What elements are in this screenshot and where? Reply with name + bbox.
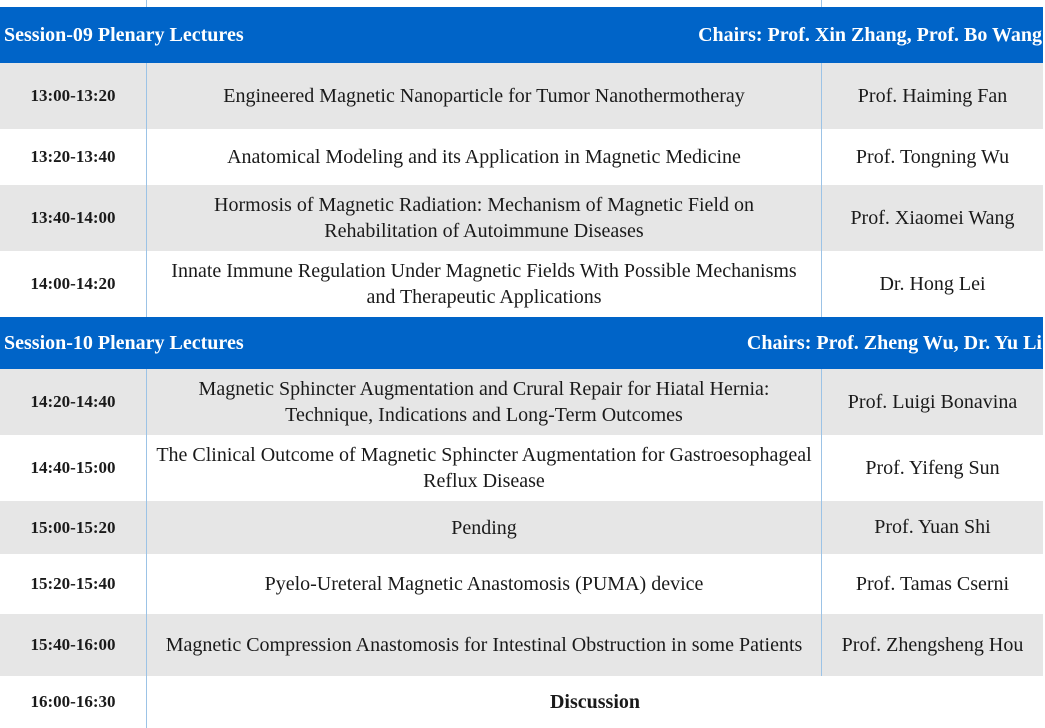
time-cell: 14:00-14:20 (0, 251, 147, 317)
session-chairs: Chairs: Prof. Xin Zhang, Prof. Bo Wang (698, 23, 1042, 46)
time-cell: 15:20-15:40 (0, 554, 147, 614)
table-row (0, 129, 1045, 185)
time-cell: 13:20-13:40 (0, 129, 147, 185)
table-row (0, 251, 1045, 317)
time-cell: 16:00-16:30 (0, 676, 147, 728)
time-cell: 14:40-15:00 (0, 435, 147, 501)
time-cell: 14:20-14:40 (0, 369, 147, 435)
table-row (0, 435, 1045, 501)
talk-title-cell: Anatomical Modeling and its Application in Magnetic Medicine (147, 129, 822, 185)
talk-title-cell: Magnetic Sphincter Augmentation and Crural Repair for Hiatal Hernia: Technique, Indications and Long-Term Outcomes (147, 369, 822, 435)
speaker-cell: Dr. Hong Lei (879, 272, 986, 295)
time-cell: 13:40-14:00 (0, 185, 147, 251)
talk-title-cell: Engineered Magnetic Nanoparticle for Tumor Nanothermotheray (147, 63, 822, 129)
session-header (0, 7, 1043, 63)
table-row (0, 614, 1045, 676)
talk-title-cell: Magnetic Compression Anastomosis for Intestinal Obstruction in some Patients (147, 614, 822, 676)
time-cell: 15:00-15:20 (0, 501, 147, 554)
speaker-cell: Prof. Tongning Wu (855, 145, 1010, 168)
speaker-cell: Prof. Zhengsheng Hou (841, 633, 1024, 656)
speaker-cell: Prof. Luigi Bonavina (847, 390, 1018, 413)
speaker-cell: Prof. Haiming Fan (857, 84, 1008, 107)
talk-title-cell: The Clinical Outcome of Magnetic Sphincter Augmentation for Gastroesophageal Reflux Disease (147, 435, 822, 501)
table-row (0, 501, 1045, 554)
talk-title-cell: Innate Immune Regulation Under Magnetic Fields With Possible Mechanisms and Therapeutic Applications (147, 251, 822, 317)
session-title: Session-09 Plenary Lectures (4, 23, 244, 46)
speaker-cell: Prof. Xiaomei Wang (850, 206, 1015, 229)
session-title: Session-10 Plenary Lectures (4, 331, 244, 354)
session-header (0, 317, 1043, 369)
table-row (0, 369, 1045, 435)
speaker-cell: Prof. Yifeng Sun (865, 456, 1000, 479)
table-row (0, 63, 1045, 129)
time-cell: 15:40-16:00 (0, 614, 147, 676)
speaker-cell: Prof. Tamas Cserni (855, 572, 1010, 595)
talk-title-cell: Pending (147, 501, 822, 554)
discussion-cell: Discussion (549, 691, 641, 713)
speaker-cell: Prof. Yuan Shi (874, 516, 991, 538)
talk-title-cell: Pyelo-Ureteral Magnetic Anastomosis (PUMA) device (147, 554, 822, 614)
table-row (0, 554, 1045, 614)
table-row (0, 676, 1045, 728)
table-top-edge (0, 0, 1045, 7)
talk-title-cell: Hormosis of Magnetic Radiation: Mechanism of Magnetic Field on Rehabilitation of Autoimmune Diseases (147, 185, 822, 251)
table-row (0, 185, 1045, 251)
session-chairs: Chairs: Prof. Zheng Wu, Dr. Yu Li (746, 331, 1042, 354)
time-cell: 13:00-13:20 (0, 63, 147, 129)
